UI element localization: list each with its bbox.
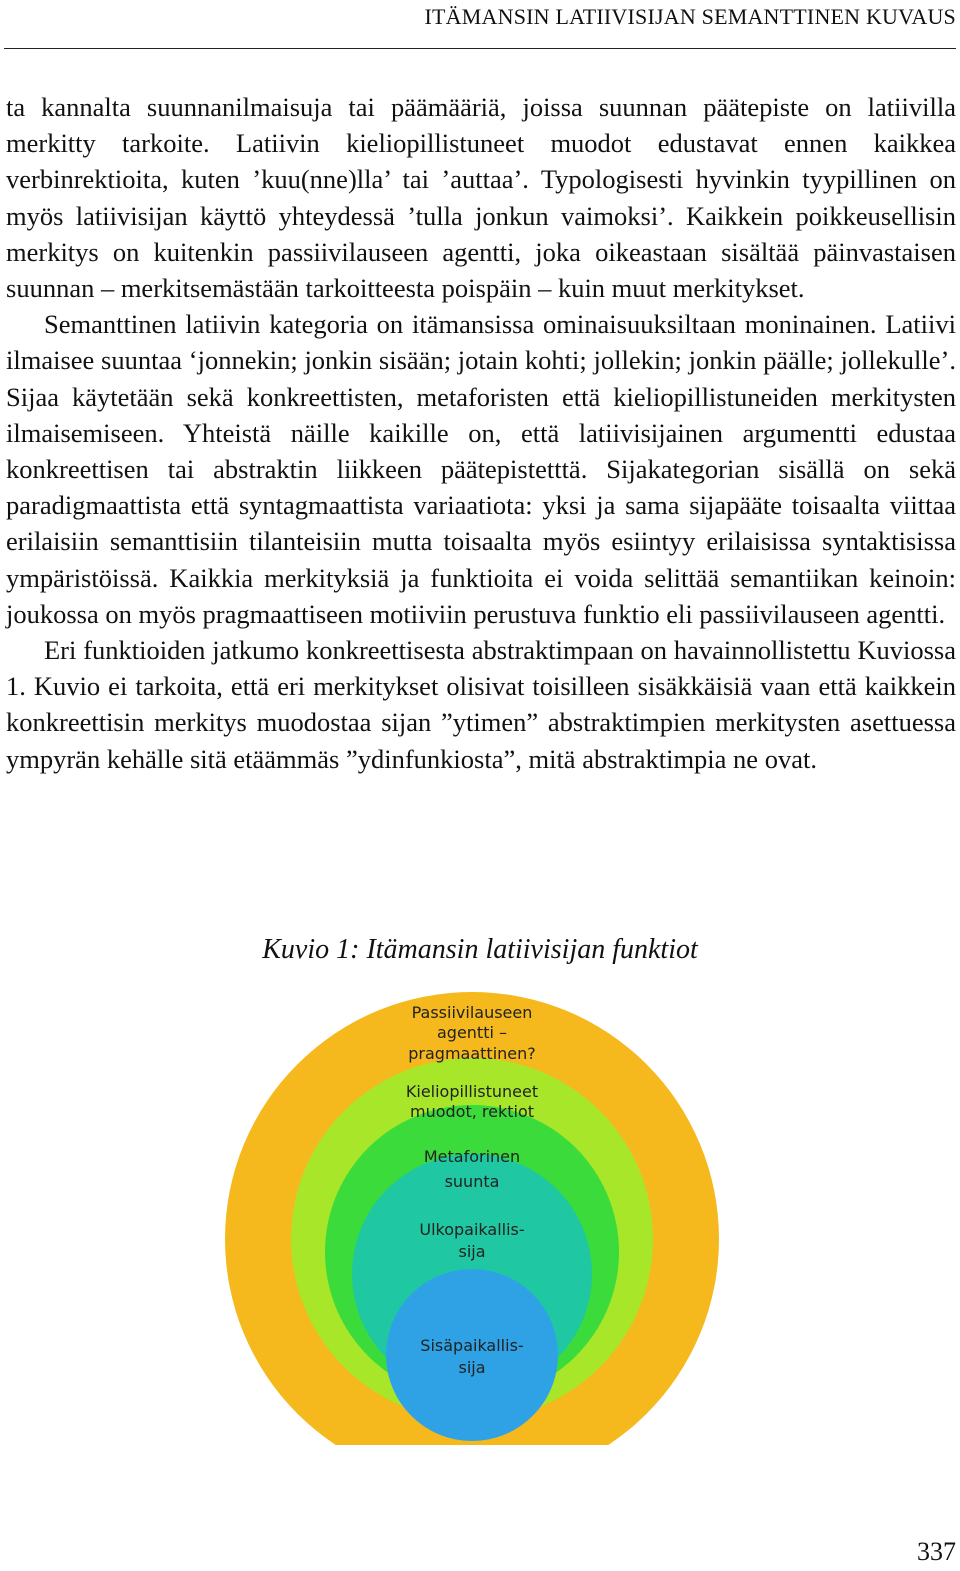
paragraph-1: ta kannalta suunnanilmaisuja tai päämääriä, joissa suunnan päätepiste on latiivilla merkitty tarkoite. Latiivin kieliopillistuneet muodot edustavat ennen kaikkea verbinrektioita, kuten ’kuu(nne)lla’ tai ’auttaa’. Typologisesti hyvinkin tyypillinen on myös latiivisijan käyttö yhteydessä ’tulla jonkun vaimoksi’. Kaikkein poikkeusellisin merkitys on kuitenkin passiivilauseen agentti, joka oikeastaan sisältää päinvastaisen suunnan – merkitsemästään tarkoitteesta poispäin – kuin muut merkitykset. xyxy=(6,92,956,304)
ring-label-internal-local: Sisäpaikallis-sija xyxy=(420,1336,524,1377)
ring-internal-local xyxy=(386,1269,558,1441)
page-number: 337 xyxy=(917,1537,956,1566)
nested-circles-diagram xyxy=(220,985,725,1445)
figure-nested-circles xyxy=(220,985,725,1445)
ring-label-metaphoric: Metaforinen suunta xyxy=(423,1147,521,1191)
paragraph-2: Semanttinen latiivin kategoria on itämansissa ominaisuuksiltaan moninainen. Latiivi ilmaisee suuntaa ‘jonnekin; jonkin sisään; jotain kohti; jollekin; jonkin päälle; jollekulle’. Sijaa käytetään sekä konkreettisten, metaforisten että kieliopillistuneiden merkitysten ilmaisemiseen. Yhteistä näille kaikille on, että latiivisijainen argumentti edustaa konkreettisen tai abstraktin liikkeen päätepistetttä. Sijakategorian sisällä on sekä paradigmaattista että syntagmaattista variaatiota: yksi ja sama sijapääte toisaalta viittaa erilaisiin semanttisiin tilanteisiin mutta toisaalta myös esiintyy erilaisissa syntaktisissa ympäristöissä. Kaikkia merkityksiä ja funktioita ei voida selittää semantiikan keinoin: joukossa on myös pragmaattiseen motiiviin perustuva funktio eli passiivilauseen agentti. xyxy=(6,309,956,629)
header-rule xyxy=(4,48,956,49)
running-header: ITÄMANSIN LATIIVISIJAN SEMANTTINEN KUVAUS xyxy=(424,4,956,29)
figure-caption: Kuvio 1: Itämansin latiivisijan funktiot xyxy=(262,934,698,965)
ring-label-external-local: Ulkopaikallis-sija xyxy=(419,1220,525,1261)
body-text xyxy=(6,89,956,777)
paragraph-3: Eri funktioiden jatkumo konkreettisesta abstraktimpaan on havainnollistettu Kuviossa 1. Kuvio ei tarkoita, että eri merkitykset olisivat toisilleen sisäkkäisiä vaan että kaikkein konkreettisin merkitys muodostaa sijan ”ytimen” abstraktimpien merkitysten asettuessa ympyrän kehälle sitä etäämmäs ”ydinfunkiosta”, mitä abstraktimpia ne ovat. xyxy=(6,635,956,774)
ring-label-grammaticalized: Kieliopillistuneet muodot, rektiot xyxy=(405,1082,539,1121)
ring-label-passive-agent: Passiivilauseen agentti – pragmaattinen? xyxy=(408,1003,536,1063)
